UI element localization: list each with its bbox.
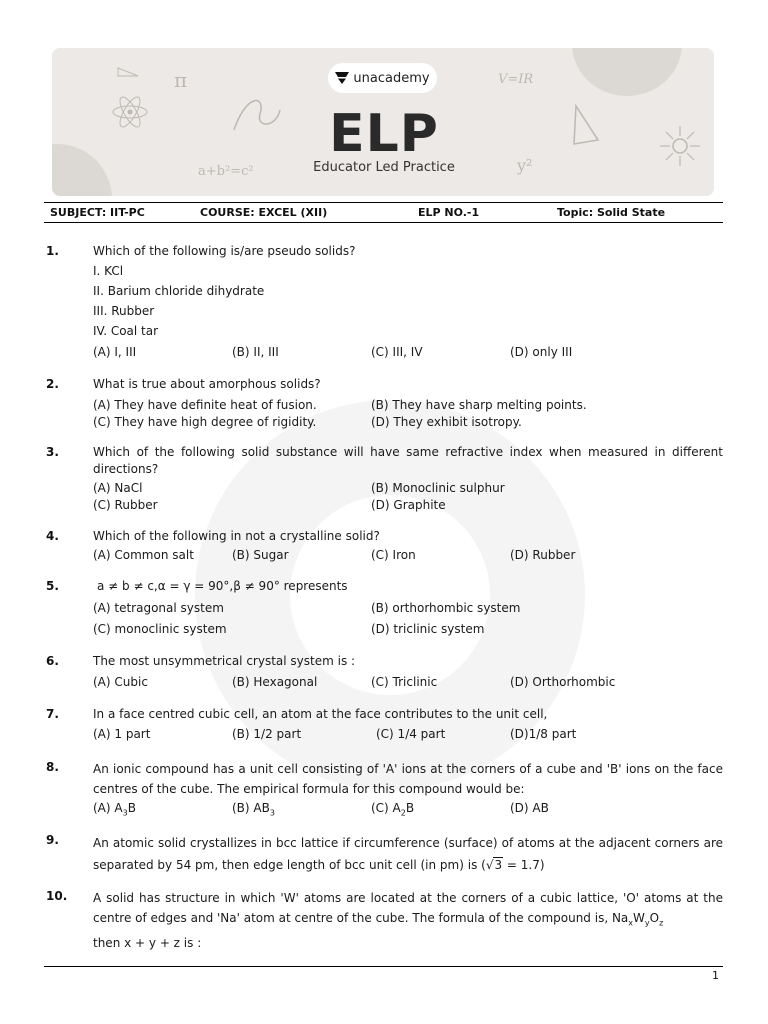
question-text: In a face centred cubic cell, an atom at the face contributes to the unit cell, [93,707,548,721]
brand-name: unacademy [353,70,430,86]
elp-subtitle: Educator Led Practice [313,160,455,175]
option-b: (B) Sugar [232,548,289,562]
question-number: 10. [46,889,68,903]
option-b: (B) Hexagonal [232,675,318,689]
statement-item: I. KCl [93,264,124,278]
option-c: (C) Rubber [93,498,158,512]
option-d: (D) only III [510,345,573,359]
question-number: 1. [46,244,59,258]
option-a: (A) I, III [93,345,137,359]
y-doodle: y² [517,156,533,175]
page-number: 1 [712,969,719,982]
subject-label: SUBJECT: IIT-PC [50,206,145,219]
question-number: 8. [46,760,59,774]
info-header [44,202,723,223]
option-d: (D) AB [510,801,549,815]
course-label: COURSE: EXCEL (XII) [200,206,328,219]
option-c: (C) Iron [371,548,416,562]
question-text: What is true about amorphous solids? [93,377,321,391]
option-b: (B) orthorhombic system [371,601,521,615]
option-c: (C) Triclinic [371,675,438,689]
option-d: (D) They exhibit isotropy. [371,415,522,429]
question-number: 5. [46,579,59,593]
decor-circle [572,48,682,96]
footer-rule [44,966,723,967]
question-number: 4. [46,529,59,543]
unacademy-logo [328,63,437,93]
option-a: (A) Common salt [93,548,194,562]
option-d: (D) Rubber [510,548,576,562]
option-b: (B) Monoclinic sulphur [371,481,505,495]
pi-doodle: π [174,68,188,92]
option-c: (C) monoclinic system [93,622,227,636]
elp-title: ELP [329,104,439,164]
unacademy-logo-icon [335,72,349,84]
question-number: 7. [46,707,59,721]
topic-label: Topic: Solid State [557,206,666,219]
question-number: 9. [46,833,59,847]
option-c: (C) They have high degree of rigidity. [93,415,317,429]
option-d: (D)1/8 part [510,727,577,741]
option-b: (B) II, III [232,345,279,359]
question-number: 3. [46,445,59,459]
statement-item: III. Rubber [93,304,155,318]
question-text: Which of the following in not a crystalline solid? [93,529,380,543]
option-a: (A) tetragonal system [93,601,224,615]
question-text: A solid has structure in which 'W' atoms are located at the corners of a cubic lattice, 'O' atoms at the centre of edges and 'Na' atom at centre of the cube. The formula of the compound is, $Na_xW_yO_z$ then x + y + z is : [93,891,723,951]
option-b: (B) They have sharp melting points. [371,398,587,412]
statement-item: IV. Coal tar [93,324,159,338]
option-b: (B) 1/2 part [232,727,302,741]
option-a: (A) Cubic [93,675,148,689]
question-text: An atomic solid crystallizes in bcc lattice if circumference (surface) of atoms at the adjacent corners are separated by 54 pm, then edge length of bcc unit cell (in pm) is (√3 = 1.7) [93,836,723,872]
question-text: Which of the following is/are pseudo solids? [93,244,356,258]
question-number: 2. [46,377,59,391]
option-d: (D) Orthorhombic [510,675,616,689]
elp-number-label: ELP NO.-1 [418,206,480,219]
option-d: (D) Graphite [371,498,446,512]
question-text: The most unsymmetrical crystal system is : [93,654,356,668]
ruler-doodle-icon [116,66,140,78]
option-d: (D) triclinic system [371,622,485,636]
statement-item: II. Barium chloride dihydrate [93,284,265,298]
question-text: An ionic compound has a unit cell consisting of 'A' ions at the corners of a cube and 'B' ions on the face centres of the cube. The empirical formula for this compound would be: [93,762,723,796]
option-c: (C) III, IV [371,345,423,359]
question-text: a ≠ b ≠ c,α = γ = 90°,β ≠ 90° represents [97,579,348,593]
question-number: 6. [46,654,59,668]
option-a: (A) 1 part [93,727,151,741]
option-a: (A) $A_3B$ [93,801,136,818]
option-a: (A) NaCl [93,481,143,495]
option-b: (B) $AB_3$ [232,801,275,818]
option-c: (C) 1/4 part [376,727,446,741]
option-c: (C) $A_2B$ [371,801,415,818]
question-text: Which of the following solid substance will have same refractive index when measured in different directions? [93,445,723,476]
pythagoras-doodle: a+b²=c² [198,164,254,179]
option-a: (A) They have definite heat of fusion. [93,398,317,412]
ohm-doodle: V=IR [498,72,534,87]
